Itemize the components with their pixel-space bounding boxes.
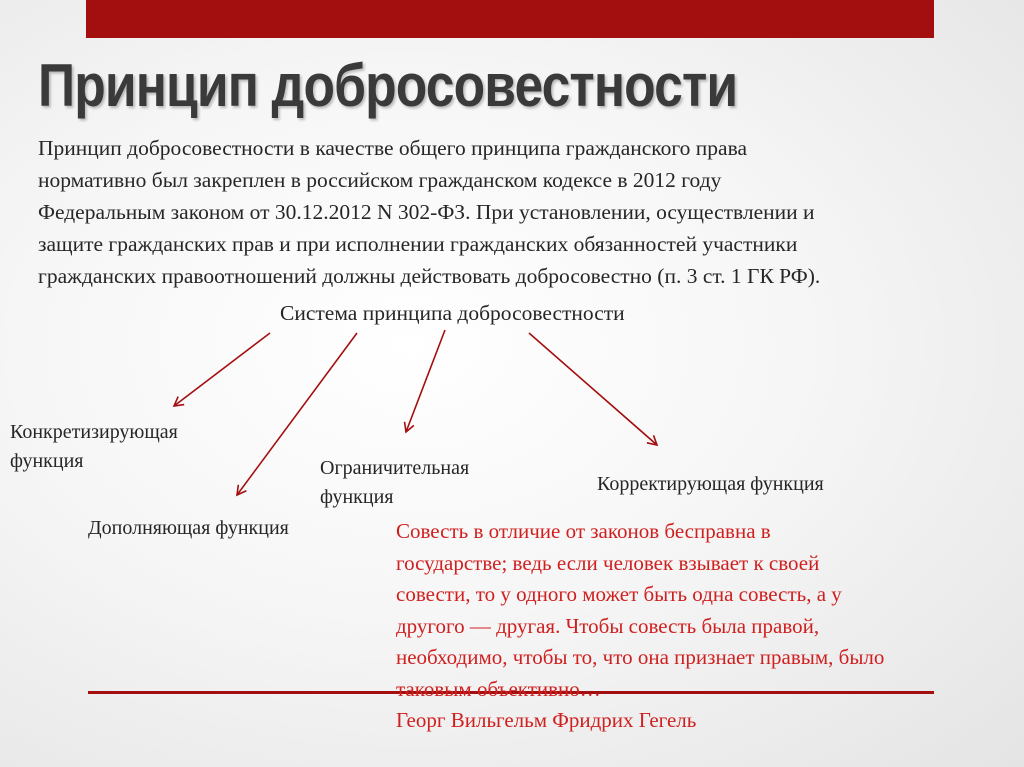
quote-line: Совесть в отличие от законов бесправна в xyxy=(396,519,771,543)
quote-line: совести, то у одного может быть одна совесть, а у xyxy=(396,582,842,606)
quote-line: другого — другая. Чтобы совесть была правой, xyxy=(396,613,820,638)
function-label: Дополняющая функция xyxy=(88,517,289,539)
arrow-to-limiting xyxy=(406,330,445,432)
function-supplementing xyxy=(88,514,289,543)
function-label: функция xyxy=(10,450,84,472)
function-limiting xyxy=(320,454,469,512)
function-concretizing xyxy=(10,418,178,476)
function-correcting xyxy=(597,470,824,499)
arrow-to-concretizing xyxy=(174,333,270,406)
function-label: Конкретизирующая xyxy=(10,421,178,443)
quote-line: таковым объективно… xyxy=(396,676,601,701)
intro-line: Принцип добросовестности в качестве общего принципа гражданского права xyxy=(38,136,748,160)
arrow-to-correcting xyxy=(529,333,657,445)
intro-line: Федеральным законом от 30.12.2012 N 302-ФЗ. При установлении, осуществлении и xyxy=(38,200,815,224)
intro-line: гражданских правоотношений должны действовать добросовестно (п. 3 ст. 1 ГК РФ). xyxy=(38,264,821,288)
function-label: функция xyxy=(320,486,394,508)
quote-line: необходимо, чтобы то, что она признает правым, было xyxy=(396,645,885,669)
intro-line: защите гражданских прав и при исполнении гражданских обязанностей участники xyxy=(38,232,798,256)
slide-title: Принцип добросовестности xyxy=(38,52,738,119)
quote-author: Георг Вильгельм Фридрих Гегель xyxy=(396,708,697,732)
quote-line: государстве; ведь если человек взывает к своей xyxy=(396,550,820,575)
diagram-root-label: Система принципа добросовестности xyxy=(280,301,625,325)
function-label: Корректирующая функция xyxy=(597,473,824,495)
intro-line: нормативно был закреплен в российском гражданском кодексе в 2012 году xyxy=(38,168,722,192)
function-label: Ограничительная xyxy=(320,457,470,479)
hegel-quote xyxy=(396,516,1016,737)
